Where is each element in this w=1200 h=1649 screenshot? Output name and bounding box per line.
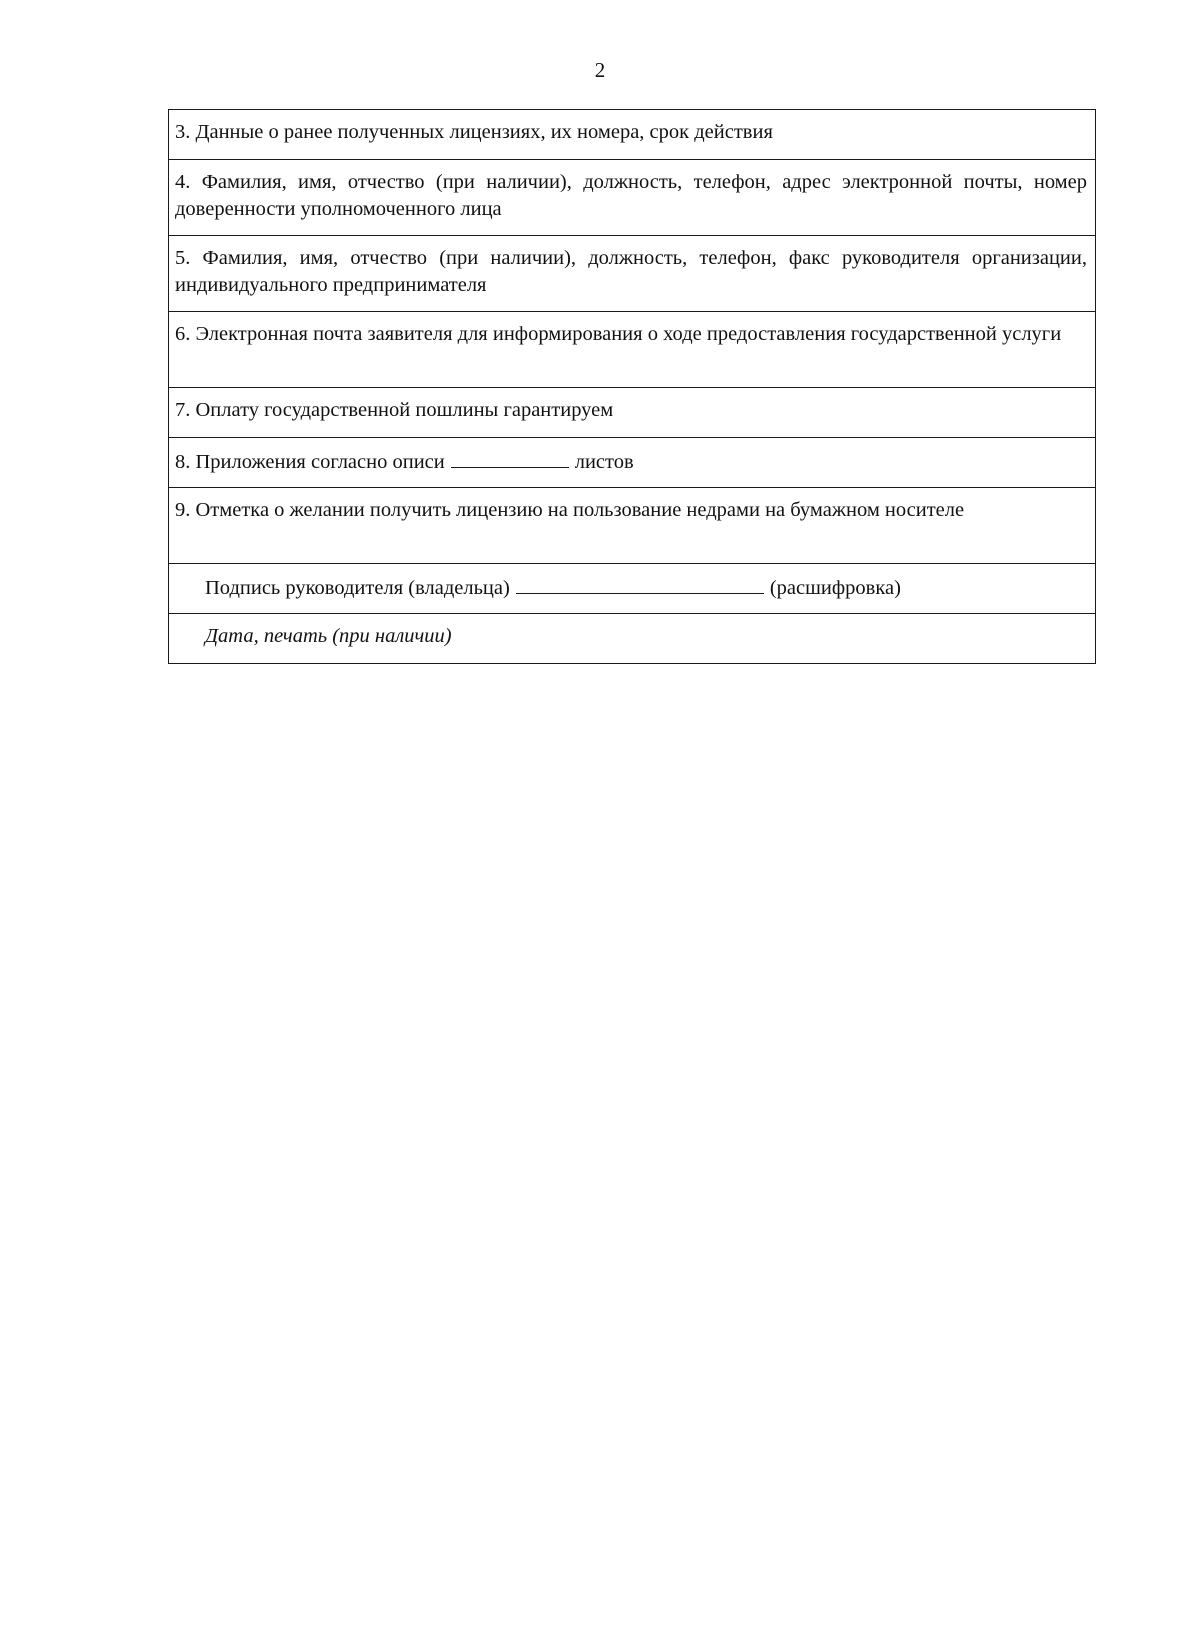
signature-blank	[516, 573, 764, 594]
table-row-signature	[169, 564, 1096, 614]
item-6-text: 6. Электронная почта заявителя для информирования о ходе предоставления государственной услуги	[169, 312, 1096, 388]
table-row-item-6	[169, 312, 1096, 388]
table-row-item-7	[169, 388, 1096, 438]
table-row-item-3	[169, 110, 1096, 160]
item-7-text: 7. Оплату государственной пошлины гарантируем	[169, 388, 1096, 438]
table-row-item-9	[169, 488, 1096, 564]
item-4-text: 4. Фамилия, имя, отчество (при наличии), должность, телефон, адрес электронной почты, номер доверенности уполномоченного лица	[169, 160, 1096, 236]
signature-suffix: (расшифровка)	[769, 577, 901, 599]
page-number: 2	[594, 58, 606, 82]
date-stamp-text: Дата, печать (при наличии)	[169, 614, 1096, 664]
signature-prefix: Подпись руководителя (владельца)	[205, 577, 510, 599]
table-row-item-8	[169, 438, 1096, 488]
table-row-date-stamp	[169, 614, 1096, 664]
signature-cell	[169, 564, 1096, 614]
sheets-count-blank	[451, 447, 569, 468]
item-8-prefix: 8. Приложения согласно описи	[175, 451, 445, 473]
table-row-item-5	[169, 236, 1096, 312]
application-form-table	[168, 109, 1096, 664]
item-5-text: 5. Фамилия, имя, отчество (при наличии), должность, телефон, факс руководителя организации, индивидуального предпринимателя	[169, 236, 1096, 312]
table-row-item-4	[169, 160, 1096, 236]
item-3-text: 3. Данные о ранее полученных лицензиях, их номера, срок действия	[169, 110, 1096, 160]
item-9-text: 9. Отметка о желании получить лицензию на пользование недрами на бумажном носителе	[169, 488, 1096, 564]
item-8-cell	[169, 438, 1096, 488]
item-8-suffix: листов	[574, 451, 634, 473]
